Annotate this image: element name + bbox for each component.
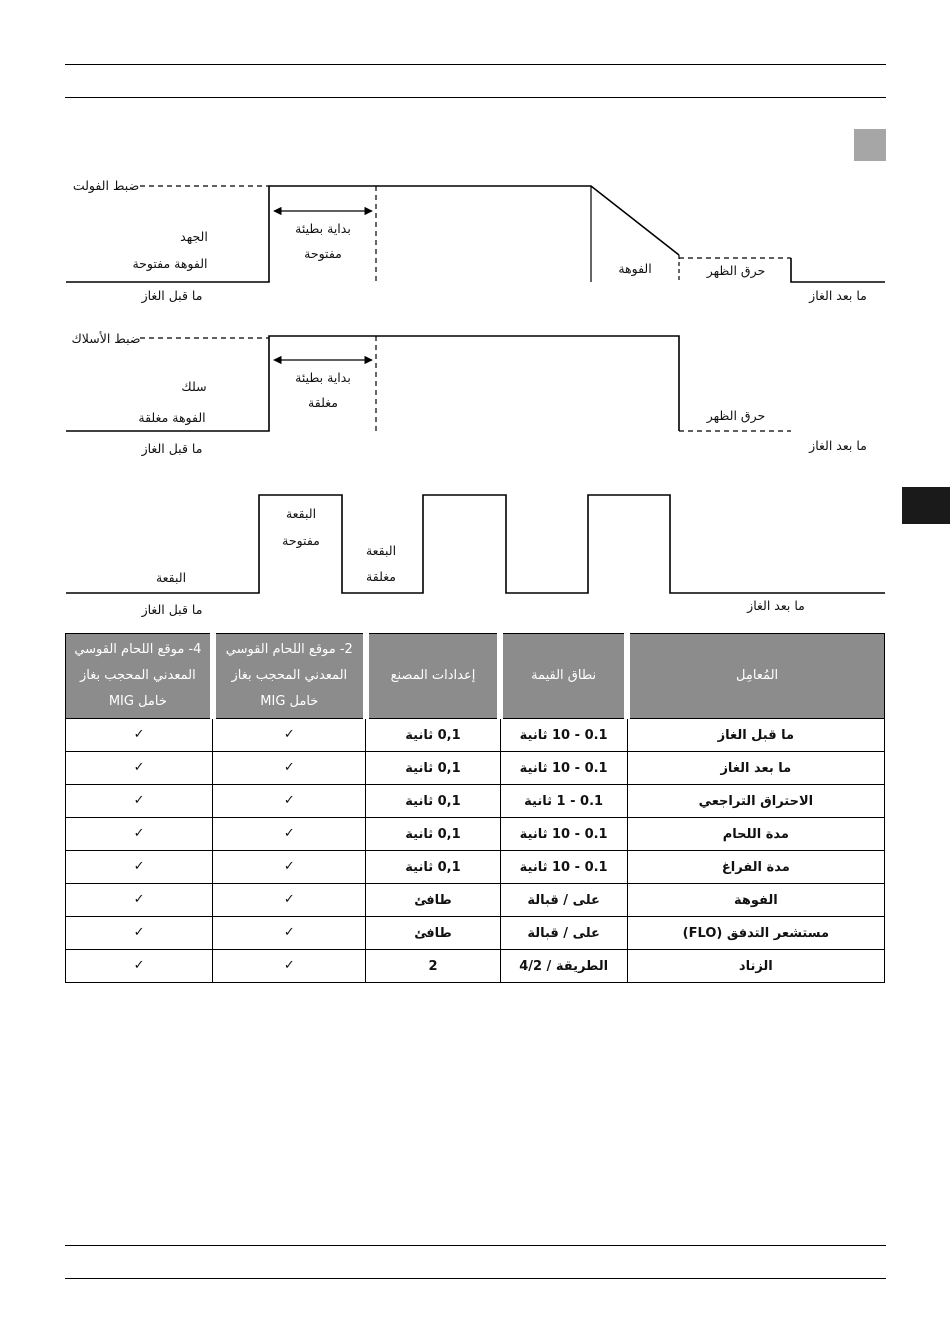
spot-timing-diagram [66, 495, 885, 593]
header-factory-setting: إعدادات المصنع [366, 634, 500, 719]
header-value-range: نطاق القيمة [500, 634, 627, 719]
cell-param: الزناد [627, 950, 884, 983]
check-icon: ✓ [213, 785, 366, 818]
table-row [66, 851, 885, 884]
label-pre-gas-3: ما قبل الغاز [141, 602, 203, 617]
cell-factory: 2 [366, 950, 500, 983]
table-row [66, 950, 885, 983]
timing-diagrams [0, 0, 950, 625]
cell-param: مدة اللحام [627, 818, 884, 851]
label-wire: سلك [181, 379, 207, 394]
cell-range: 0.1 - 10 ثانية [500, 818, 627, 851]
label-wire-set: ضبط الأسلاك [71, 331, 141, 346]
table-row [66, 785, 885, 818]
label-soft-start-1a: بداية بطيئة [295, 221, 351, 236]
check-icon: ✓ [66, 752, 213, 785]
label-burnback-1: حرق الظهر [706, 263, 766, 278]
cell-param: ما بعد الغاز [627, 752, 884, 785]
check-icon: ✓ [213, 950, 366, 983]
label-spot-open-b: مفتوحة [282, 533, 320, 548]
check-icon: ✓ [66, 884, 213, 917]
label-post-gas-2: ما بعد الغاز [809, 438, 867, 453]
cell-factory: 0,1 ثانية [366, 851, 500, 884]
label-post-gas-1: ما بعد الغاز [809, 288, 867, 303]
table-row [66, 884, 885, 917]
cell-range: على / قبالة [500, 884, 627, 917]
cell-range: على / قبالة [500, 917, 627, 950]
cell-factory: 0,1 ثانية [366, 785, 500, 818]
header-mig-4t: 4- موقع اللحام القوسي المعدني المحجب بغاز خامل MIG [66, 634, 213, 719]
cell-range: 0.1 - 10 ثانية [500, 851, 627, 884]
parameters-table [65, 633, 885, 983]
cell-factory: طافئ [366, 884, 500, 917]
label-voltage-set: ضبط الفولت [72, 178, 140, 193]
label-spot-closed-b: مغلقة [366, 569, 396, 584]
check-icon: ✓ [213, 818, 366, 851]
check-icon: ✓ [213, 719, 366, 752]
table-row [66, 818, 885, 851]
label-nozzle: الفوهة [618, 261, 652, 276]
label-soft-start-1b: مفتوحة [304, 246, 342, 261]
cell-range: 0.1 - 1 ثانية [500, 785, 627, 818]
label-pre-gas-2: ما قبل الغاز [141, 441, 203, 456]
label-spot-closed-a: البقعة [365, 543, 397, 558]
cell-param: ما قبل الغاز [627, 719, 884, 752]
check-icon: ✓ [66, 950, 213, 983]
label-post-gas-3: ما بعد الغاز [747, 598, 805, 613]
table-row [66, 752, 885, 785]
cell-range: الطريقة / 4/2 [500, 950, 627, 983]
cell-range: 0.1 - 10 ثانية [500, 719, 627, 752]
cell-param: مدة الفراغ [627, 851, 884, 884]
cell-param: مستشعر التدفق (FLO) [627, 917, 884, 950]
label-soft-start-2b: مغلقة [308, 395, 338, 410]
cell-factory: 0,1 ثانية [366, 818, 500, 851]
check-icon: ✓ [66, 851, 213, 884]
table-row [66, 719, 885, 752]
label-pre-gas-1: ما قبل الغاز [141, 288, 203, 303]
header-parameter: المُعامِل [627, 634, 884, 719]
bottom-rule-1 [65, 1245, 886, 1246]
check-icon: ✓ [66, 917, 213, 950]
cell-param: الفوهة [627, 884, 884, 917]
label-soft-start-2a: بداية بطيئة [295, 370, 351, 385]
check-icon: ✓ [66, 785, 213, 818]
label-spot-open-a: البقعة [285, 506, 317, 521]
table-row [66, 917, 885, 950]
check-icon: ✓ [213, 917, 366, 950]
bottom-rule-2 [65, 1278, 886, 1279]
check-icon: ✓ [213, 851, 366, 884]
cell-factory: طافئ [366, 917, 500, 950]
cell-factory: 0,1 ثانية [366, 719, 500, 752]
label-burnback-2: حرق الظهر [706, 408, 766, 423]
check-icon: ✓ [213, 884, 366, 917]
label-torch-closed: الفوهة مغلقة [138, 410, 206, 425]
cell-param: الاحتراق التراجعي [627, 785, 884, 818]
header-mig-2t: 2- موقع اللحام القوسي المعدني المحجب بغاز خامل MIG [213, 634, 366, 719]
spot-signal-line [66, 495, 885, 593]
cell-range: 0.1 - 10 ثانية [500, 752, 627, 785]
voltage-burnback-line [791, 258, 885, 282]
check-icon: ✓ [213, 752, 366, 785]
label-voltage: الجهد [180, 229, 208, 244]
label-spot: البقعة [155, 570, 187, 585]
check-icon: ✓ [66, 719, 213, 752]
label-torch-open: الفوهة مفتوحة [132, 256, 208, 271]
table-header-row [66, 634, 885, 719]
cell-factory: 0,1 ثانية [366, 752, 500, 785]
check-icon: ✓ [66, 818, 213, 851]
